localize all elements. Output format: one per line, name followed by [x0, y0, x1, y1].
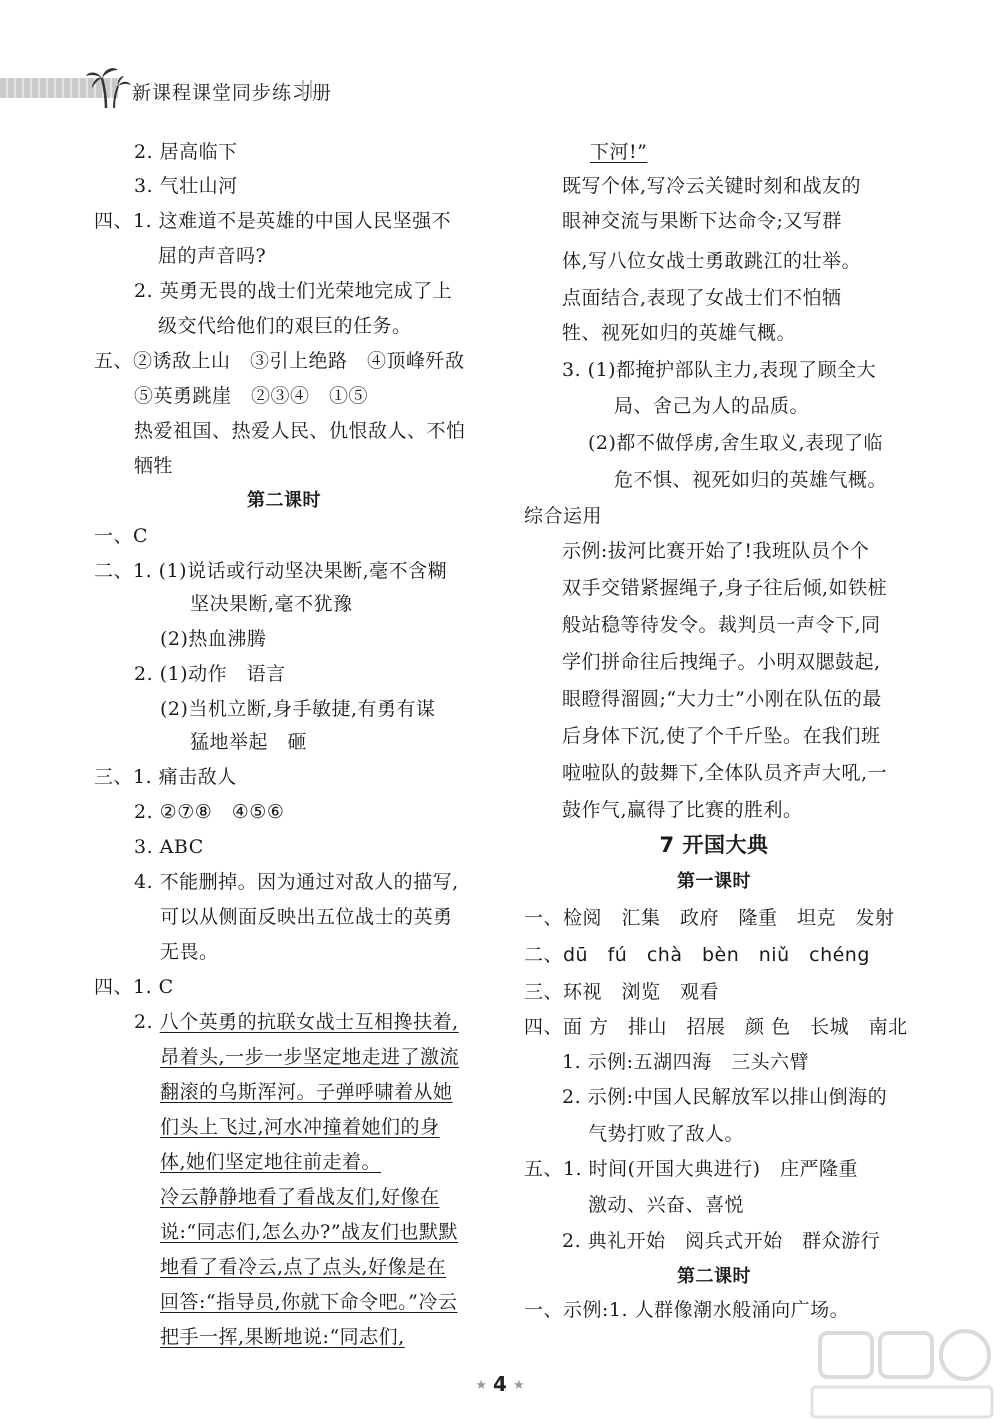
answer-line: 眼神交流与果断下达命令;又写群	[562, 210, 842, 232]
answer-line: 坚决果断,毫不犹豫	[190, 593, 353, 615]
answer-line: ⑤英勇跳崖 ②③④ ①⑤	[134, 385, 369, 407]
answer-line: 既写个体,写冷云关键时刻和战友的	[562, 175, 862, 197]
answer-line: 示例:拔河比赛开始了!我班队员个个	[562, 540, 870, 562]
answer-line: 2. 居高临下	[134, 141, 238, 163]
answer-line-underlined: 2. 八个英勇的抗联女战士互相搀扶着,	[134, 1011, 459, 1033]
answer-line: 一、检阅 汇集 政府 隆重 坦克 发射	[524, 907, 895, 929]
answer-line-underlined: 把手一挥,果断地说:“同志们,	[160, 1326, 405, 1348]
answer-line: 2. (1)动作 语言	[134, 663, 286, 685]
watermark-logo	[800, 1325, 1000, 1423]
answer-line: 一、示例:1. 人群像潮水般涌向广场。	[524, 1299, 850, 1321]
answer-line: 无畏。	[160, 941, 219, 963]
answer-line: 激动、兴奋、喜悦	[588, 1194, 745, 1216]
answer-line-underlined: 回答:“指导员,你就下命令吧。”冷云	[160, 1291, 458, 1313]
star-icon: ★	[475, 1378, 488, 1393]
answer-line: 牲、视死如归的英雄气概。	[562, 322, 797, 344]
section-label: 综合运用	[524, 505, 603, 527]
palm-tree-icon	[84, 62, 132, 110]
answer-line: (2)热血沸腾	[160, 628, 267, 650]
answer-line: 般站稳等待发令。裁判员一声令下,同	[562, 614, 881, 636]
answer-line: 热爱祖国、热爱人民、仇恨敌人、不怕	[134, 420, 466, 442]
page-header	[0, 62, 1000, 112]
answer-line: 二、1. (1)说话或行动坚决果断,毫不含糊	[94, 560, 448, 582]
answer-line-underlined: 体,她们坚定地往前走着。	[160, 1151, 382, 1173]
answer-line: 2. 示例:中国人民解放军以排山倒海的	[562, 1086, 888, 1108]
answer-line: 啦啦队的鼓舞下,全体队员齐声大吼,一	[562, 762, 888, 784]
answer-line: 2. 典礼开始 阅兵式开始 群众游行	[562, 1230, 881, 1252]
answer-line: 级交代给他们的艰巨的任务。	[158, 315, 412, 337]
answer-line: 学们拼命往后拽绳子。小明双腮鼓起,	[562, 651, 881, 673]
book-title: 新课程课堂同步练习册	[132, 82, 333, 104]
answer-line: 三、环视 浏览 观看	[524, 981, 720, 1003]
answer-line-underlined: 下河!”	[590, 141, 648, 163]
page-number: 4	[493, 1372, 507, 1396]
answer-line: 3. 气壮山河	[134, 175, 238, 197]
answer-line: 三、1. 痛击敌人	[94, 766, 237, 788]
answer-line: 四、面 方 排山 招展 颜 色 长城 南北	[524, 1016, 908, 1038]
answer-line: 危不惧、视死如归的英雄气概。	[614, 469, 888, 491]
lesson-title: 7 开国大典	[659, 833, 769, 857]
answer-line-underlined: 昂着头,一步一步坚定地走进了激流	[160, 1046, 460, 1068]
answer-line: 四、1. 这难道不是英雄的中国人民坚强不	[94, 210, 452, 232]
answer-line-underlined: 说:“同志们,怎么办?”战友们也默默	[160, 1221, 459, 1243]
answer-line: 后身体下沉,使了个千斤坠。在我们班	[562, 725, 881, 747]
answer-line: 五、②诱敌上山 ③引上绝路 ④顶峰歼敌	[94, 350, 465, 372]
answer-line: (2)都不做俘虏,舍生取义,表现了临	[588, 432, 883, 454]
section-heading: 第二课时	[247, 490, 321, 511]
section-heading: 第二课时	[677, 1266, 751, 1287]
answer-line: 一、C	[94, 525, 149, 547]
answer-line: 气势打败了敌人。	[588, 1123, 745, 1145]
answer-line: 3. (1)都掩护部队主力,表现了顾全大	[562, 359, 877, 381]
answer-line-underlined: 地看了看冷云,点了点头,好像是在	[160, 1256, 447, 1278]
answer-line: 点面结合,表现了女战士们不怕牺	[562, 287, 842, 309]
answer-line: 牺牲	[134, 455, 174, 477]
pinyin-line: 二、dū fú chà bèn niǔ chéng	[524, 944, 870, 966]
answer-line: 鼓作气,赢得了比赛的胜利。	[562, 799, 803, 821]
answer-line: (2)当机立断,身手敏捷,有勇有谋	[160, 698, 436, 720]
answer-line: 2. ②⑦⑧ ④⑤⑥	[134, 801, 285, 823]
answer-line: 五、1. 时间(开国大典进行) 庄严隆重	[524, 1158, 858, 1180]
answer-line: 屈的声音吗?	[158, 245, 267, 267]
answer-line-underlined: 冷云静静地看了看战友们,好像在	[160, 1186, 440, 1208]
header-divider	[302, 80, 312, 98]
answer-line-underlined: 翻滚的乌斯浑河。子弹呼啸着从她	[160, 1081, 453, 1103]
answer-line: 4. 不能删掉。因为通过对敌人的描写,	[134, 871, 459, 893]
answer-line: 眼瞪得溜圆;“大力士”小刚在队伍的最	[562, 688, 882, 710]
answer-line: 2. 英勇无畏的战士们光荣地完成了上	[134, 280, 453, 302]
answer-line: 局、舍己为人的品质。	[614, 395, 810, 417]
answer-line: 可以从侧面反映出五位战士的英勇	[160, 906, 453, 928]
star-icon: ★	[512, 1378, 525, 1393]
answer-line: 体,写八位女战士勇敢跳江的壮举。	[562, 250, 862, 272]
underlined-text: 八个英勇的抗联女战士互相搀扶着,	[159, 1011, 459, 1033]
answer-line-underlined: 们头上飞过,河水冲撞着她们的身	[160, 1116, 440, 1138]
answer-line: 猛地举起 砸	[190, 731, 308, 753]
answer-line: 四、1. C	[94, 976, 174, 998]
answer-line: 3. ABC	[134, 836, 204, 858]
answer-line: 双手交错紧握绳子,身子往后倾,如铁桩	[562, 577, 888, 599]
section-heading: 第一课时	[677, 871, 751, 892]
answer-line: 1. 示例:五湖四海 三头六臂	[562, 1051, 810, 1073]
